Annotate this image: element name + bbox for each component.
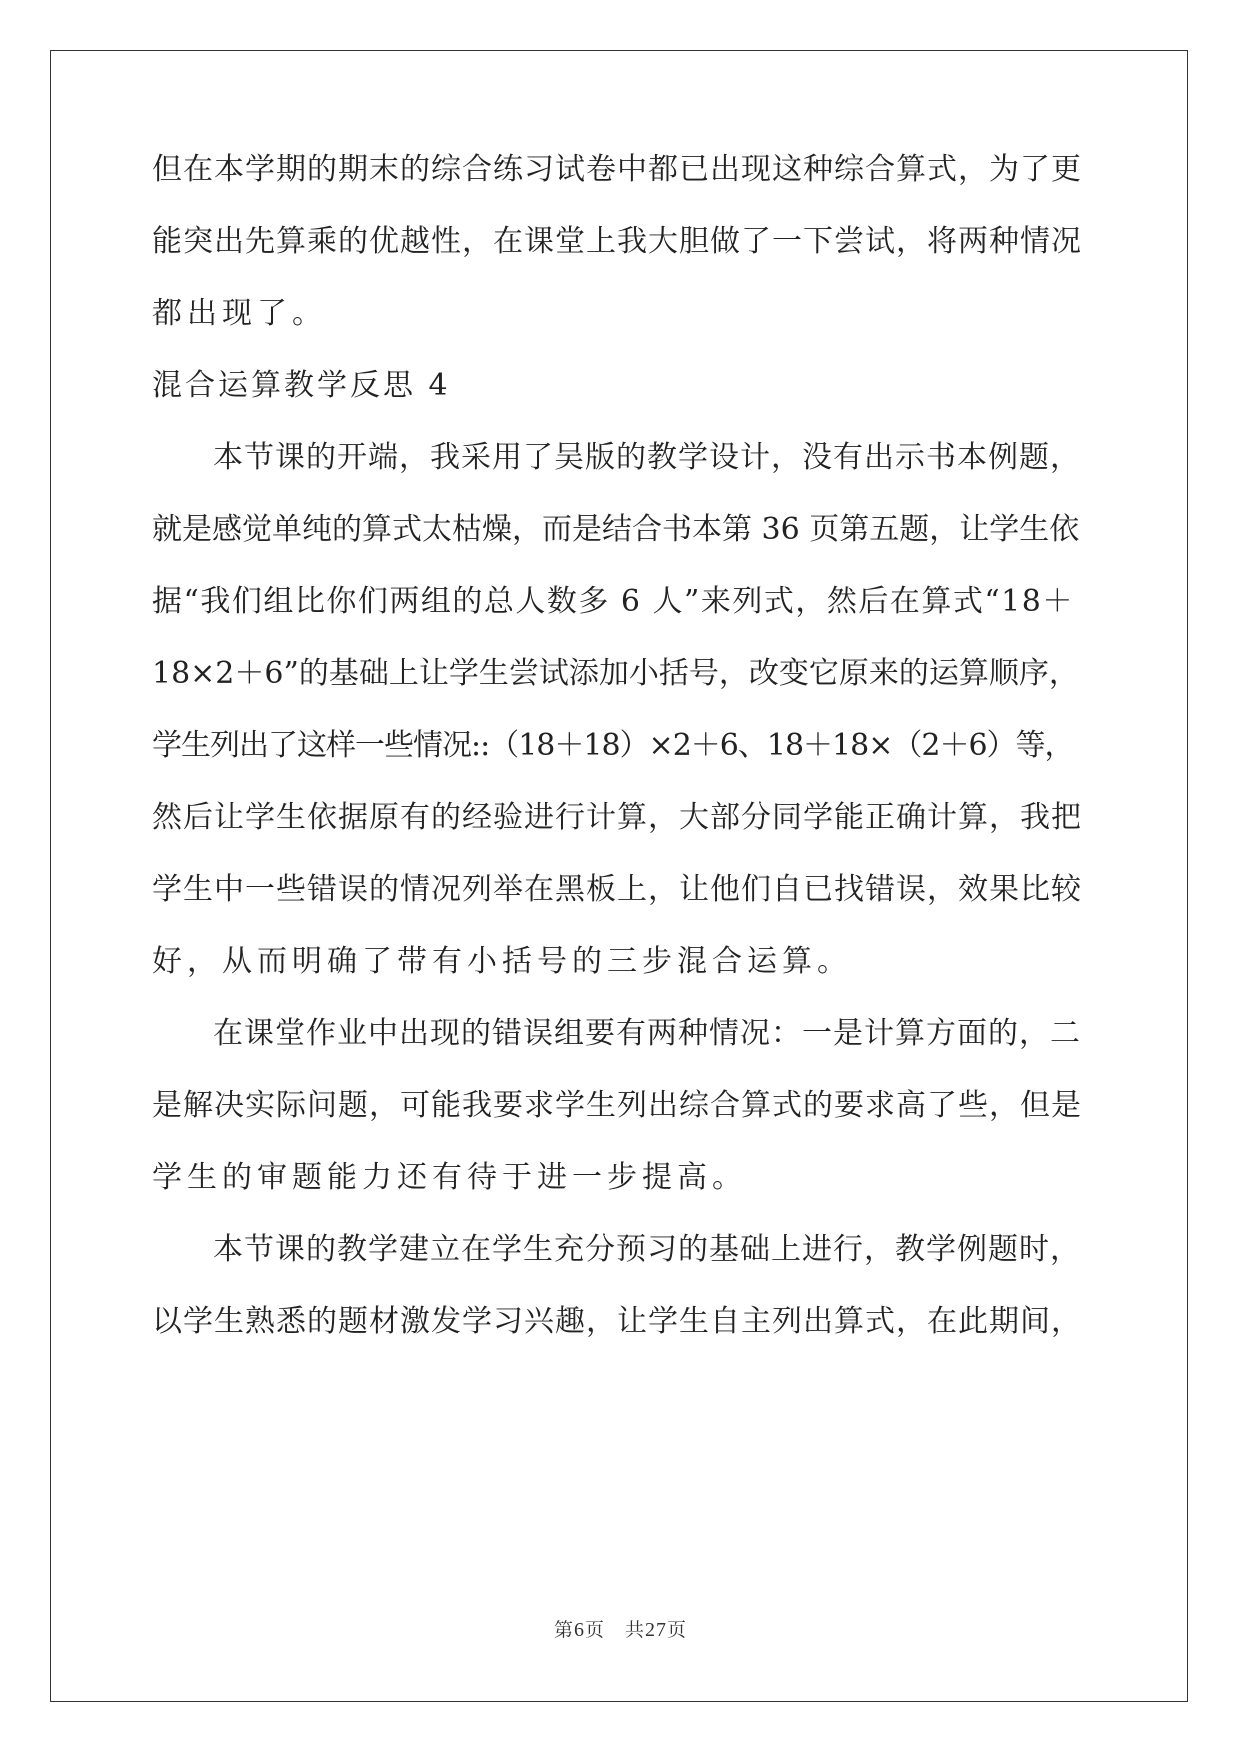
paragraph-line: 都出现了。	[152, 296, 327, 331]
paragraph-line: 本节课的开端，我采用了吴版的教学设计，没有出示书本例题，	[213, 440, 1081, 475]
paragraph-line: 能突出先算乘的优越性，在课堂上我大胆做了一下尝试，将两种情况	[152, 224, 1082, 259]
paragraph-line: 学生的审题能力还有待于进一步提高。	[152, 1160, 747, 1195]
total-page-number: 27	[645, 1619, 667, 1641]
paragraph-line: 学生列出了这样一些情况::（18＋18）×2＋6、18＋18×（2＋6）等，	[152, 728, 1074, 763]
paragraph-line: 但在本学期的期末的综合练习试卷中都已出现这种综合算式，为了更	[152, 152, 1082, 187]
paragraph-line: 就是感觉单纯的算式太枯燥，而是结合书本第 36 页第五题，让学生依	[152, 512, 1080, 547]
paragraph-line: 在课堂作业中出现的错误组要有两种情况：一是计算方面的，二	[213, 1016, 1081, 1051]
paragraph-line: 18×2＋6”的基础上让学生尝试添加小括号，改变它原来的运算顺序，	[152, 656, 1079, 691]
paragraph-line: 然后让学生依据原有的经验进行计算，大部分同学能正确计算，我把	[152, 800, 1082, 835]
paragraph-line: 好，从而明确了带有小括号的三步混合运算。	[152, 944, 852, 979]
paragraph-line: 是解决实际问题，可能我要求学生列出综合算式的要求高了些，但是	[152, 1088, 1082, 1123]
page-footer	[0, 1618, 1241, 1642]
footer-mid: 页 共	[584, 1619, 645, 1641]
paragraph-line: 据“我们组比你们两组的总人数多 6 人”来列式，然后在算式“18＋	[152, 584, 1074, 619]
paragraph-line: 本节课的教学建立在学生充分预习的基础上进行，教学例题时，	[213, 1232, 1081, 1267]
footer-suffix: 页	[667, 1619, 688, 1641]
section-heading: 混合运算教学反思 4	[152, 368, 451, 403]
footer-prefix: 第	[553, 1619, 574, 1641]
paragraph-line: 以学生熟悉的题材激发学习兴趣，让学生自主列出算式，在此期间，	[152, 1304, 1082, 1339]
paragraph-line: 学生中一些错误的情况列举在黑板上，让他们自已找错误，效果比较	[152, 872, 1082, 907]
current-page-number: 6	[573, 1619, 585, 1641]
